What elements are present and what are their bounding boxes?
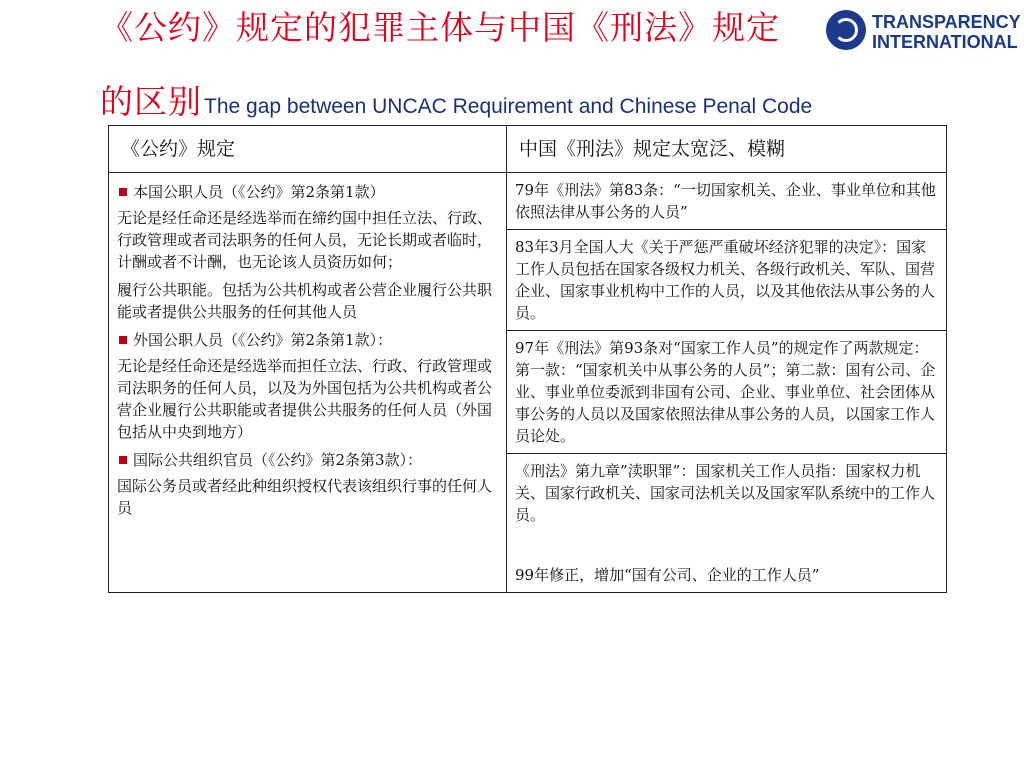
paragraph: 履行公共职能。包括为公共机构或者公营企业履行公共职能或者提供公共服务的任何其他人员 (117, 281, 493, 321)
slide-title-line1: 《公约》规定的犯罪主体与中国《刑法》规定 (100, 8, 780, 47)
table-header-row (109, 126, 947, 173)
cell-text: 99年修正，增加“国有公司、企业的工作人员” (515, 566, 820, 584)
logo-text-line1: TRANSPARENCY (872, 12, 1021, 32)
slide-title-en-part: The gap between UNCAC Requirement and Chinese Penal Code (204, 95, 813, 118)
uncac-requirements-cell (109, 173, 507, 593)
cell-text: 《刑法》第九章”渎职罪”：国家机关工作人员指：国家权力机关、国家行政机关、国家司法机关以及国家军队系统中的工作人员。 (515, 462, 936, 524)
cell-text: 97年《刑法》第93条对“国家工作人员”的规定作了两款规定：第一款：“国家机关中从事公务的人员”；第二款：国有公司、企业、事业单位委派到非国有公司、企业、事业单位、社会团体从事公务的人员以及国家依照法律从事公务的人员，以国家工作人员论处。 (515, 339, 936, 445)
logo-text-line2: INTERNATIONAL (872, 32, 1018, 52)
bullet-text: 外国公职人员（《公约》第2条第1款）： (133, 331, 393, 349)
paragraph: 国际公务员或者经此种组织授权代表该组织行事的任何人员 (117, 477, 493, 517)
header-chinese-penal-code: 中国《刑法》规定太宽泛、模糊 (507, 126, 947, 173)
comparison-table (108, 125, 947, 593)
npc-1983-decision-cell (507, 230, 947, 331)
penal-code-1997-cell (507, 331, 947, 454)
square-bullet-icon (119, 336, 127, 344)
penal-code-1979-cell (507, 173, 947, 230)
bullet-text: 本国公职人员（《公约》第2条第1款） (133, 183, 385, 201)
square-bullet-icon (119, 188, 127, 196)
bullet-foreign-officials (117, 329, 498, 351)
malfeasance-chapter-cell (507, 454, 947, 593)
square-bullet-icon (119, 456, 127, 464)
spacer (515, 526, 938, 564)
header-uncac: 《公约》规定 (109, 126, 507, 173)
transparency-international-logo (826, 10, 1021, 54)
paragraph: 无论是经任命还是经选举而担任立法、行政、行政管理或司法职务的任何人员，以及为外国包括为公共机构或者公营企业履行公共职能或者提供公共服务的任何人员（外国包括从中央到地方） (117, 357, 493, 441)
cell-text: 79年《刑法》第83条：“一切国家机关、企业、事业单位和其他依照法律从事公务的人员” (515, 181, 936, 221)
paragraph: 无论是经任命还是经选举而在缔约国中担任立法、行政、行政管理或者司法职务的任何人员，无论长期或者临时，计酬或者不计酬，也无论该人员资历如何； (117, 209, 493, 271)
cell-text: 83年3月全国人大《关于严惩严重破坏经济犯罪的决定》：国家工作人员包括在国家各级权力机关、各级行政机关、军队、国营企业、国家事业机构中工作的人员，以及其他依法从事公务的人员。 (515, 238, 936, 322)
slide-title-line2 (100, 76, 812, 123)
slide-title-zh-part: 的区别 (100, 82, 202, 121)
bullet-domestic-officials (117, 181, 498, 203)
table-row (109, 173, 947, 230)
bullet-international-officials (117, 449, 498, 471)
bullet-text: 国际公共组织官员（《公约》第2条第3款）： (133, 451, 423, 469)
globe-icon (826, 10, 866, 50)
